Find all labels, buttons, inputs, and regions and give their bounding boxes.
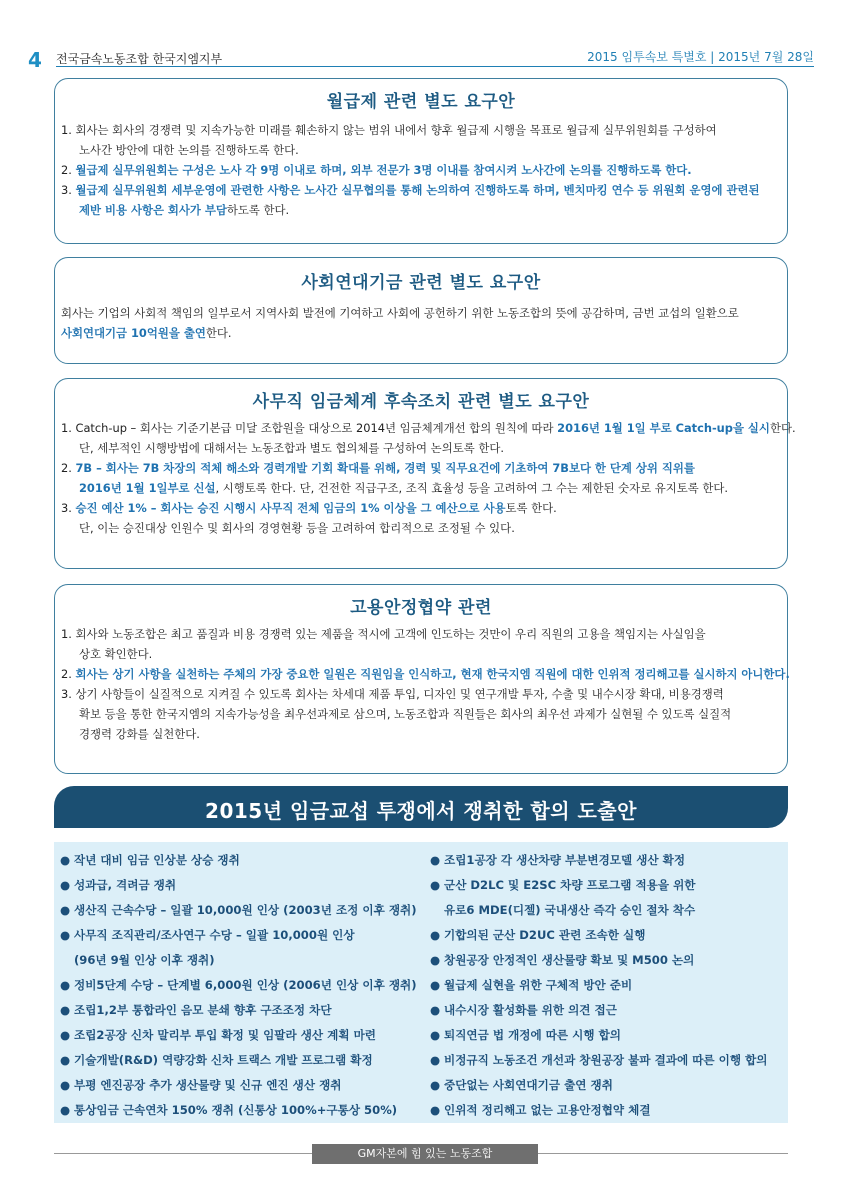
agreement-item xyxy=(60,1098,417,1123)
agreement-item-text: 인위적 정리해고 없는 고용안정협약 체결 xyxy=(444,1103,651,1117)
agreement-item-text: 퇴직연금 법 개정에 따른 시행 합의 xyxy=(444,1028,621,1042)
text-line xyxy=(61,140,783,160)
agreement-item xyxy=(60,898,417,923)
agreement-item xyxy=(60,1048,417,1073)
highlight-text: 2016년 1월 1일부로 신설 xyxy=(79,481,216,495)
body-text: 3. xyxy=(61,183,76,197)
page-number: 4 xyxy=(28,48,42,72)
footer-label: GM자본에 힘 있는 노동조합 xyxy=(312,1144,538,1164)
monthly-pay-title: 월급제 관련 별도 요구안 xyxy=(326,92,516,112)
bullet-icon: ● xyxy=(430,928,441,942)
social-fund-title: 사회연대기금 관련 별도 요구안 xyxy=(301,273,541,293)
bullet-icon: ● xyxy=(430,1028,441,1042)
office-wage-body xyxy=(55,418,796,538)
agreement-item xyxy=(60,1073,417,1098)
body-text: 3. 상기 사항들이 실질적으로 지켜질 수 있도록 회사는 차세대 제품 투입, 디자인 및 연구개발 투자, 수출 및 내수시장 확대, 비용경쟁력 xyxy=(61,687,724,701)
bullet-icon: ● xyxy=(60,928,71,942)
agreement-item xyxy=(430,923,767,948)
highlight-text: 승진 예산 1% – 회사는 승진 시행시 사무직 전체 임금의 1% 이상을 그 예산으로 사용 xyxy=(75,501,506,515)
bullet-icon: ● xyxy=(430,1103,441,1117)
highlight-text: 월급제 실무위원회 세부운영에 관련한 사항은 노사간 실무협의를 통해 논의하여 진행하도록 하며, 벤치마킹 연수 등 위원회 운영에 관련된 xyxy=(75,183,760,197)
agreement-item-text: 조립1공장 각 생산차량 부분변경모델 생산 확정 xyxy=(444,853,686,867)
bullet-icon: ● xyxy=(60,1078,71,1092)
text-line xyxy=(61,323,783,343)
body-text: 1. 회사와 노동조합은 최고 품질과 비용 경쟁력 있는 제품을 적시에 고객에 인도하는 것만이 우리 직원의 고용을 책임지는 사실임을 xyxy=(61,627,706,641)
bullet-icon: ● xyxy=(430,1078,441,1092)
agreement-item xyxy=(430,998,767,1023)
agreement-item xyxy=(60,948,417,973)
text-line xyxy=(61,724,783,744)
agreement-item xyxy=(430,973,767,998)
agreement-item-text: 조립1,2부 통합라인 음모 분쇄 향후 구조조정 차단 xyxy=(74,1003,332,1017)
agreement-item xyxy=(430,848,767,873)
body-text: 1. Catch-up – 회사는 기준기본급 미달 조합원을 대상으로 2014년 임금체계개선 합의 원칙에 따라 xyxy=(61,421,558,435)
body-text: 토록 한다. xyxy=(505,501,557,515)
social-fund-section xyxy=(54,257,788,364)
agreement-item-text: 성과급, 격려금 쟁취 xyxy=(74,878,177,892)
bullet-icon: ● xyxy=(60,1003,71,1017)
agreement-item xyxy=(60,873,417,898)
text-line xyxy=(61,120,783,140)
body-text: 2. xyxy=(61,461,76,475)
page-header xyxy=(28,38,814,72)
agreement-item xyxy=(60,848,417,873)
text-line xyxy=(61,518,783,538)
agreement-list xyxy=(54,842,788,1123)
bullet-icon: ● xyxy=(60,903,71,917)
bullet-icon: ● xyxy=(430,878,441,892)
text-line xyxy=(61,438,783,458)
agreement-item-text: 사무직 조직관리/조사연구 수당 – 일괄 10,000원 인상 xyxy=(74,928,355,942)
agreement-item xyxy=(60,973,417,998)
agreement-item xyxy=(430,948,767,973)
agreement-item-text: 조립2공장 신차 말리부 투입 확정 및 임팔라 생산 계획 마련 xyxy=(74,1028,376,1042)
agreement-item-text: 정비5단계 수당 – 단계별 6,000원 인상 (2006년 인상 이후 쟁취) xyxy=(74,978,417,992)
text-line xyxy=(61,478,783,498)
highlight-text: 회사는 상기 사항을 실천하는 주체의 가장 중요한 일원은 직원임을 인식하고, 현재 한국지엠 직원에 대한 인위적 정리해고를 실시하지 아니한다. xyxy=(75,667,790,681)
agreement-item-text: 유로6 MDE(디젤) 국내생산 즉각 승인 절차 착수 xyxy=(444,903,696,917)
bullet-icon: ● xyxy=(430,978,441,992)
agreement-item xyxy=(430,1023,767,1048)
text-line xyxy=(61,644,783,664)
agreement-item-text: (96년 9월 인상 이후 쟁취) xyxy=(74,953,215,967)
office-wage-title: 사무직 임금체계 후속조치 관련 별도 요구안 xyxy=(252,392,590,412)
employment-section xyxy=(54,584,788,774)
bullet-icon: ● xyxy=(60,878,71,892)
body-text: 2. xyxy=(61,667,76,681)
bullet-icon: ● xyxy=(430,1053,441,1067)
body-text: 회사는 기업의 사회적 책임의 일부로서 지역사회 발전에 기여하고 사회에 공헌하기 위한 노동조합의 뜻에 공감하며, 금번 교섭의 일환으로 xyxy=(61,306,739,320)
body-text: 상호 확인한다. xyxy=(79,647,153,661)
agreement-item-text: 비정규직 노동조건 개선과 창원공장 불파 결과에 따른 이행 합의 xyxy=(444,1053,768,1067)
agreement-item xyxy=(430,1073,767,1098)
bullet-icon: ● xyxy=(430,853,441,867)
text-line xyxy=(61,624,783,644)
body-text: 3. xyxy=(61,501,76,515)
highlight-text: 7B – 회사는 7B 차장의 적체 해소와 경력개발 기회 확대를 위해, 경력 및 직무요건에 기초하여 7B보다 한 단계 상위 직위를 xyxy=(75,461,695,475)
body-text: 노사간 방안에 대한 논의를 진행하도록 한다. xyxy=(79,143,299,157)
highlight-text: 2016년 1월 1일 부로 Catch-up을 실시 xyxy=(557,421,770,435)
agreement-item xyxy=(430,898,767,923)
text-line xyxy=(61,458,783,478)
agreement-item-text: 작년 대비 임금 인상분 상승 쟁취 xyxy=(74,853,240,867)
page-footer xyxy=(54,1144,788,1164)
social-fund-body xyxy=(55,303,787,343)
text-line xyxy=(61,160,783,180)
agreement-item xyxy=(60,1023,417,1048)
body-text: 2. xyxy=(61,163,76,177)
header-divider xyxy=(56,66,814,67)
bullet-icon: ● xyxy=(430,953,441,967)
text-line xyxy=(61,418,796,438)
agreement-item xyxy=(60,923,417,948)
text-line xyxy=(61,684,783,704)
bullet-icon: ● xyxy=(60,978,71,992)
agreement-item xyxy=(430,1048,767,1073)
highlight-text: 사회연대기금 10억원을 출연 xyxy=(61,326,206,340)
agreement-item xyxy=(430,873,767,898)
body-text: 단, 이는 승진대상 인원수 및 회사의 경영현황 등을 고려하여 합리적으로 조정될 수 있다. xyxy=(79,521,515,535)
body-text: 확보 등을 통한 한국지엠의 지속가능성을 최우선과제로 삼으며, 노동조합과 직원들은 회사의 최우선 과제가 실현될 수 있도록 실질적 xyxy=(79,707,732,721)
agreement-item-text: 군산 D2LC 및 E2SC 차량 프로그램 적용을 위한 xyxy=(444,878,696,892)
bullet-icon: ● xyxy=(60,1028,71,1042)
bullet-icon: ● xyxy=(430,1003,441,1017)
agreement-item-text: 내수시장 활성화를 위한 의견 접근 xyxy=(444,1003,617,1017)
agreement-banner xyxy=(54,786,788,828)
text-line xyxy=(61,200,783,220)
text-line xyxy=(61,498,783,518)
highlight-text: 월급제 실무위원회는 구성은 노사 각 9명 이내로 하며, 외부 전문가 3명 이내를 참여시켜 노사간에 논의를 진행하도록 한다. xyxy=(75,163,692,177)
agreement-item-text: 중단없는 사회연대기금 출연 쟁취 xyxy=(444,1078,613,1092)
monthly-pay-section xyxy=(54,78,788,244)
text-line xyxy=(61,180,783,200)
org-name: 전국금속노동조합 한국지엠지부 xyxy=(56,52,223,66)
bullet-icon: ● xyxy=(60,853,71,867)
agreement-column-left xyxy=(60,848,417,1123)
body-text: 한다. xyxy=(205,326,232,340)
office-wage-section xyxy=(54,378,796,569)
agreement-item-text: 기술개발(R&D) 역량강화 신차 트랙스 개발 프로그램 확정 xyxy=(74,1053,373,1067)
bullet-icon: ● xyxy=(60,1053,71,1067)
agreement-column-right xyxy=(430,848,767,1123)
text-line xyxy=(61,303,783,323)
body-text: 한다. xyxy=(769,421,796,435)
bullet-icon: ● xyxy=(60,1103,71,1117)
highlight-text: 제반 비용 사항은 회사가 부담 xyxy=(79,203,227,217)
body-text: , 시행토록 한다. 단, 건전한 직급구조, 조직 효율성 등을 고려하여 그 수는 제한된 숫자로 유지토록 한다. xyxy=(215,481,729,495)
body-text: 하도록 한다. xyxy=(226,203,290,217)
employment-body xyxy=(55,624,790,744)
body-text: 경쟁력 강화를 실천한다. xyxy=(79,727,200,741)
body-text: 단, 세부적인 시행방법에 대해서는 노동조합과 별도 협의체를 구성하여 논의토록 한다. xyxy=(79,441,504,455)
agreement-item-text: 생산직 근속수당 – 일괄 10,000원 인상 (2003년 조정 이후 쟁취) xyxy=(74,903,417,917)
agreement-item xyxy=(430,1098,767,1123)
agreement-item-text: 창원공장 안정적인 생산물량 확보 및 M500 논의 xyxy=(444,953,695,967)
agreement-item-text: 월급제 실현을 위한 구체적 방안 준비 xyxy=(444,978,633,992)
agreement-item xyxy=(60,998,417,1023)
agreement-item-text: 기합의된 군산 D2UC 관련 조속한 실행 xyxy=(444,928,646,942)
text-line xyxy=(61,704,783,724)
employment-title: 고용안정협약 관련 xyxy=(350,598,492,618)
agreement-item-text: 통상임금 근속연차 150% 쟁취 (신통상 100%+구통상 50%) xyxy=(74,1103,398,1117)
text-line xyxy=(61,664,790,684)
issue-info: 2015 임투속보 특별호 | 2015년 7월 28일 xyxy=(587,50,814,64)
monthly-pay-body xyxy=(55,120,787,220)
body-text: 1. 회사는 회사의 경쟁력 및 지속가능한 미래를 훼손하지 않는 범위 내에서 향후 월급제 시행을 목표로 월급제 실무위원회를 구성하여 xyxy=(61,123,717,137)
agreement-banner-title: 2015년 임금교섭 투쟁에서 쟁취한 합의 도출안 xyxy=(205,799,637,823)
agreement-item-text: 부평 엔진공장 추가 생산물량 및 신규 엔진 생산 쟁취 xyxy=(74,1078,342,1092)
